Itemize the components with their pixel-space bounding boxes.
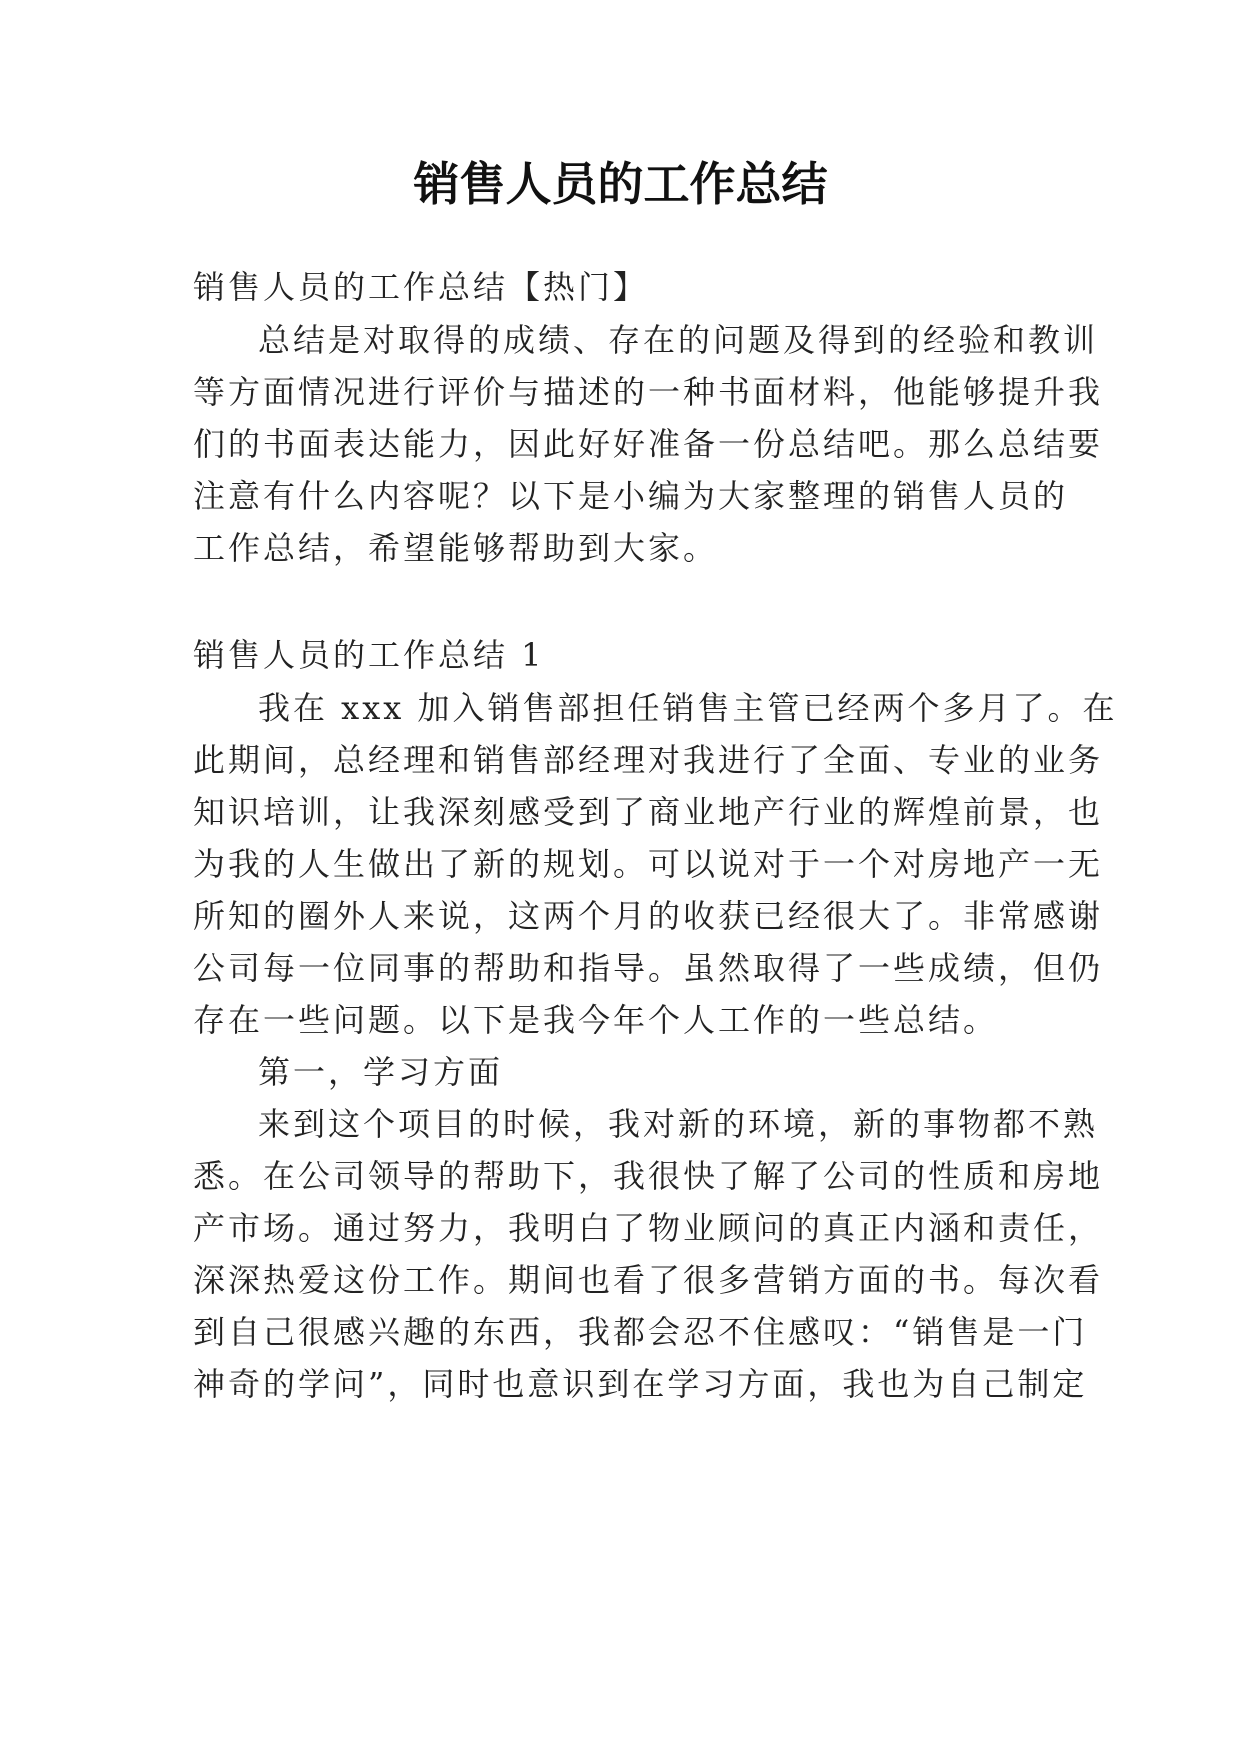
intro-line: 工作总结，希望能够帮助到大家。 bbox=[193, 529, 719, 567]
intro-line: 等方面情况进行评价与描述的一种书面材料，他能够提升我 bbox=[193, 373, 1104, 411]
study-line: 产市场。通过努力，我明白了物业顾问的真正内涵和责任， bbox=[193, 1209, 1104, 1247]
body-line: 存在一些问题。以下是我今年个人工作的一些总结。 bbox=[193, 1001, 999, 1039]
study-line: 神奇的学问”，同时也意识到在学习方面，我也为自己制定 bbox=[193, 1365, 1088, 1403]
section-heading-hot: 销售人员的工作总结【热门】 bbox=[193, 268, 649, 306]
intro-line: 注意有什么内容呢？以下是小编为大家整理的销售人员的 bbox=[193, 477, 1069, 515]
body-line: 此期间，总经理和销售部经理对我进行了全面、专业的业务 bbox=[193, 741, 1104, 779]
study-line: 深深热爱这份工作。期间也看了很多营销方面的书。每次看 bbox=[193, 1261, 1104, 1299]
intro-line: 总结是对取得的成绩、存在的问题及得到的经验和教训 bbox=[258, 321, 1099, 359]
body-line: 知识培训，让我深刻感受到了商业地产行业的辉煌前景，也 bbox=[193, 793, 1104, 831]
body-line: 我在 xxx 加入销售部担任销售主管已经两个多月了。在 bbox=[258, 689, 1118, 727]
body-line: 所知的圈外人来说，这两个月的收获已经很大了。非常感谢 bbox=[193, 897, 1104, 935]
body-line: 为我的人生做出了新的规划。可以说对于一个对房地产一无 bbox=[193, 845, 1104, 883]
intro-line: 们的书面表达能力，因此好好准备一份总结吧。那么总结要 bbox=[193, 425, 1104, 463]
study-line: 来到这个项目的时候，我对新的环境，新的事物都不熟 bbox=[258, 1105, 1099, 1143]
body-line: 公司每一位同事的帮助和指导。虽然取得了一些成绩，但仍 bbox=[193, 949, 1104, 987]
study-line: 悉。在公司领导的帮助下，我很快了解了公司的性质和房地 bbox=[193, 1157, 1104, 1195]
sub-heading-study: 第一，学习方面 bbox=[258, 1053, 504, 1091]
document-title: 销售人员的工作总结 bbox=[413, 157, 828, 211]
study-line: 到自己很感兴趣的东西，我都会忍不住感叹：“销售是一门 bbox=[193, 1313, 1088, 1351]
section-heading-1: 销售人员的工作总结 1 bbox=[193, 636, 545, 674]
